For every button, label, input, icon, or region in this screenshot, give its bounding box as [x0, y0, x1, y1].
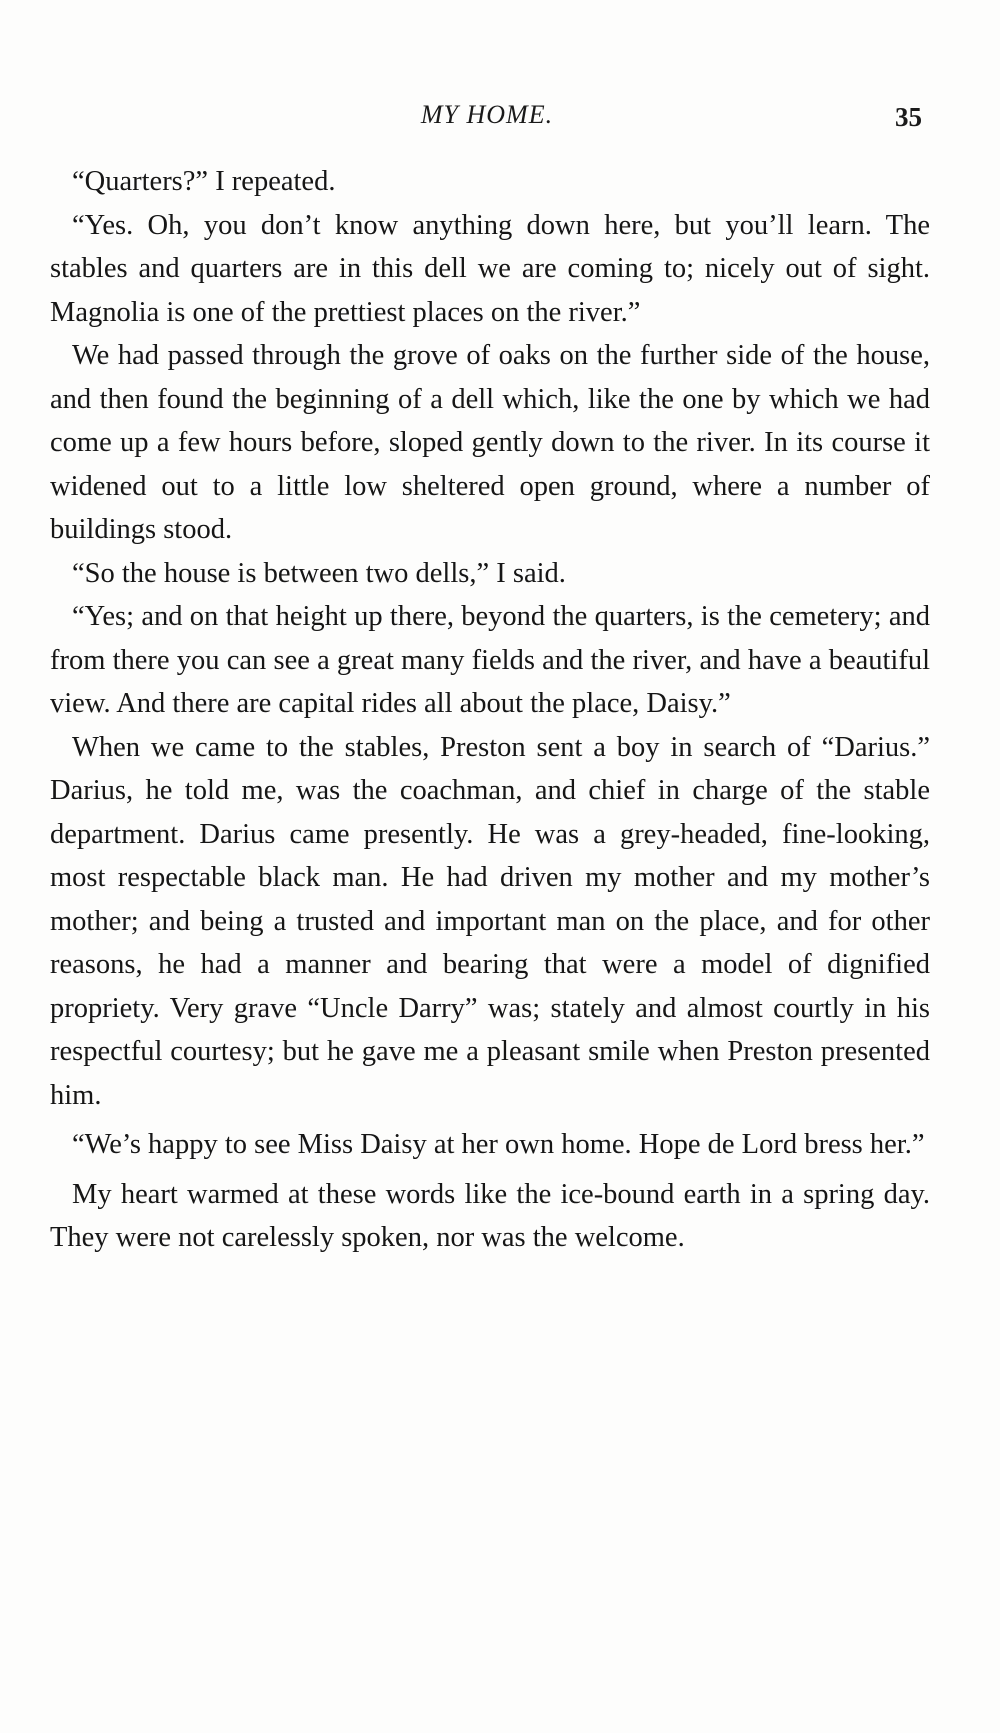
paragraph-7: “We’s happy to see Miss Daisy at her own home. Hope de Lord bress her.”: [72, 1129, 925, 1160]
paragraph-4: “So the house is between two dells,” I said.: [72, 557, 566, 589]
paragraph-5: “Yes; and on that height up there, beyond the quarters, is the cemetery; and from there you can see a great many fields and the river, and have a beautiful view. And there are capital rides all about the place, Daisy.”: [50, 601, 930, 719]
paragraph-3: We had passed through the grove of oaks on the further side of the house, and then found the beginning of a dell which, like the one by which we had come up a few hours before, sloped gently down to the river. In its course it widened out to a little low sheltered open ground, where a number of buildings stood.: [50, 340, 930, 545]
paragraph-1: “Quarters?” I repeated.: [72, 166, 336, 197]
page-number: 35: [895, 102, 922, 132]
page-header: [52, 100, 922, 140]
body-text: [50, 160, 930, 1260]
running-head: MY HOME.: [420, 100, 554, 129]
paragraph-6: When we came to the stables, Preston sent a boy in search of “Darius.” Darius, he told me, was the coachman, and chief in charge of the stable department. Darius came presently. He was a grey-headed, fine-looking, most respectable black man. He had driven my mother and my mother’s mother; and being a trusted and important man on the place, and for other reasons, he had a manner and bearing that were a model of dignified propriety. Very grave “Uncle Darry” was; stately and almost courtly in his respectful courtesy; but he gave me a pleasant smile when Preston presented him.: [50, 731, 930, 1111]
paragraph-8: My heart warmed at these words like the ice-bound earth in a spring day. They were not carelessly spoken, nor was the welcome.: [50, 1178, 930, 1253]
paragraph-2: “Yes. Oh, you don’t know anything down here, but you’ll learn. The stables and quarters are in this dell we are coming to; nicely out of sight. Magnolia is one of the prettiest places on the river.”: [50, 209, 930, 328]
